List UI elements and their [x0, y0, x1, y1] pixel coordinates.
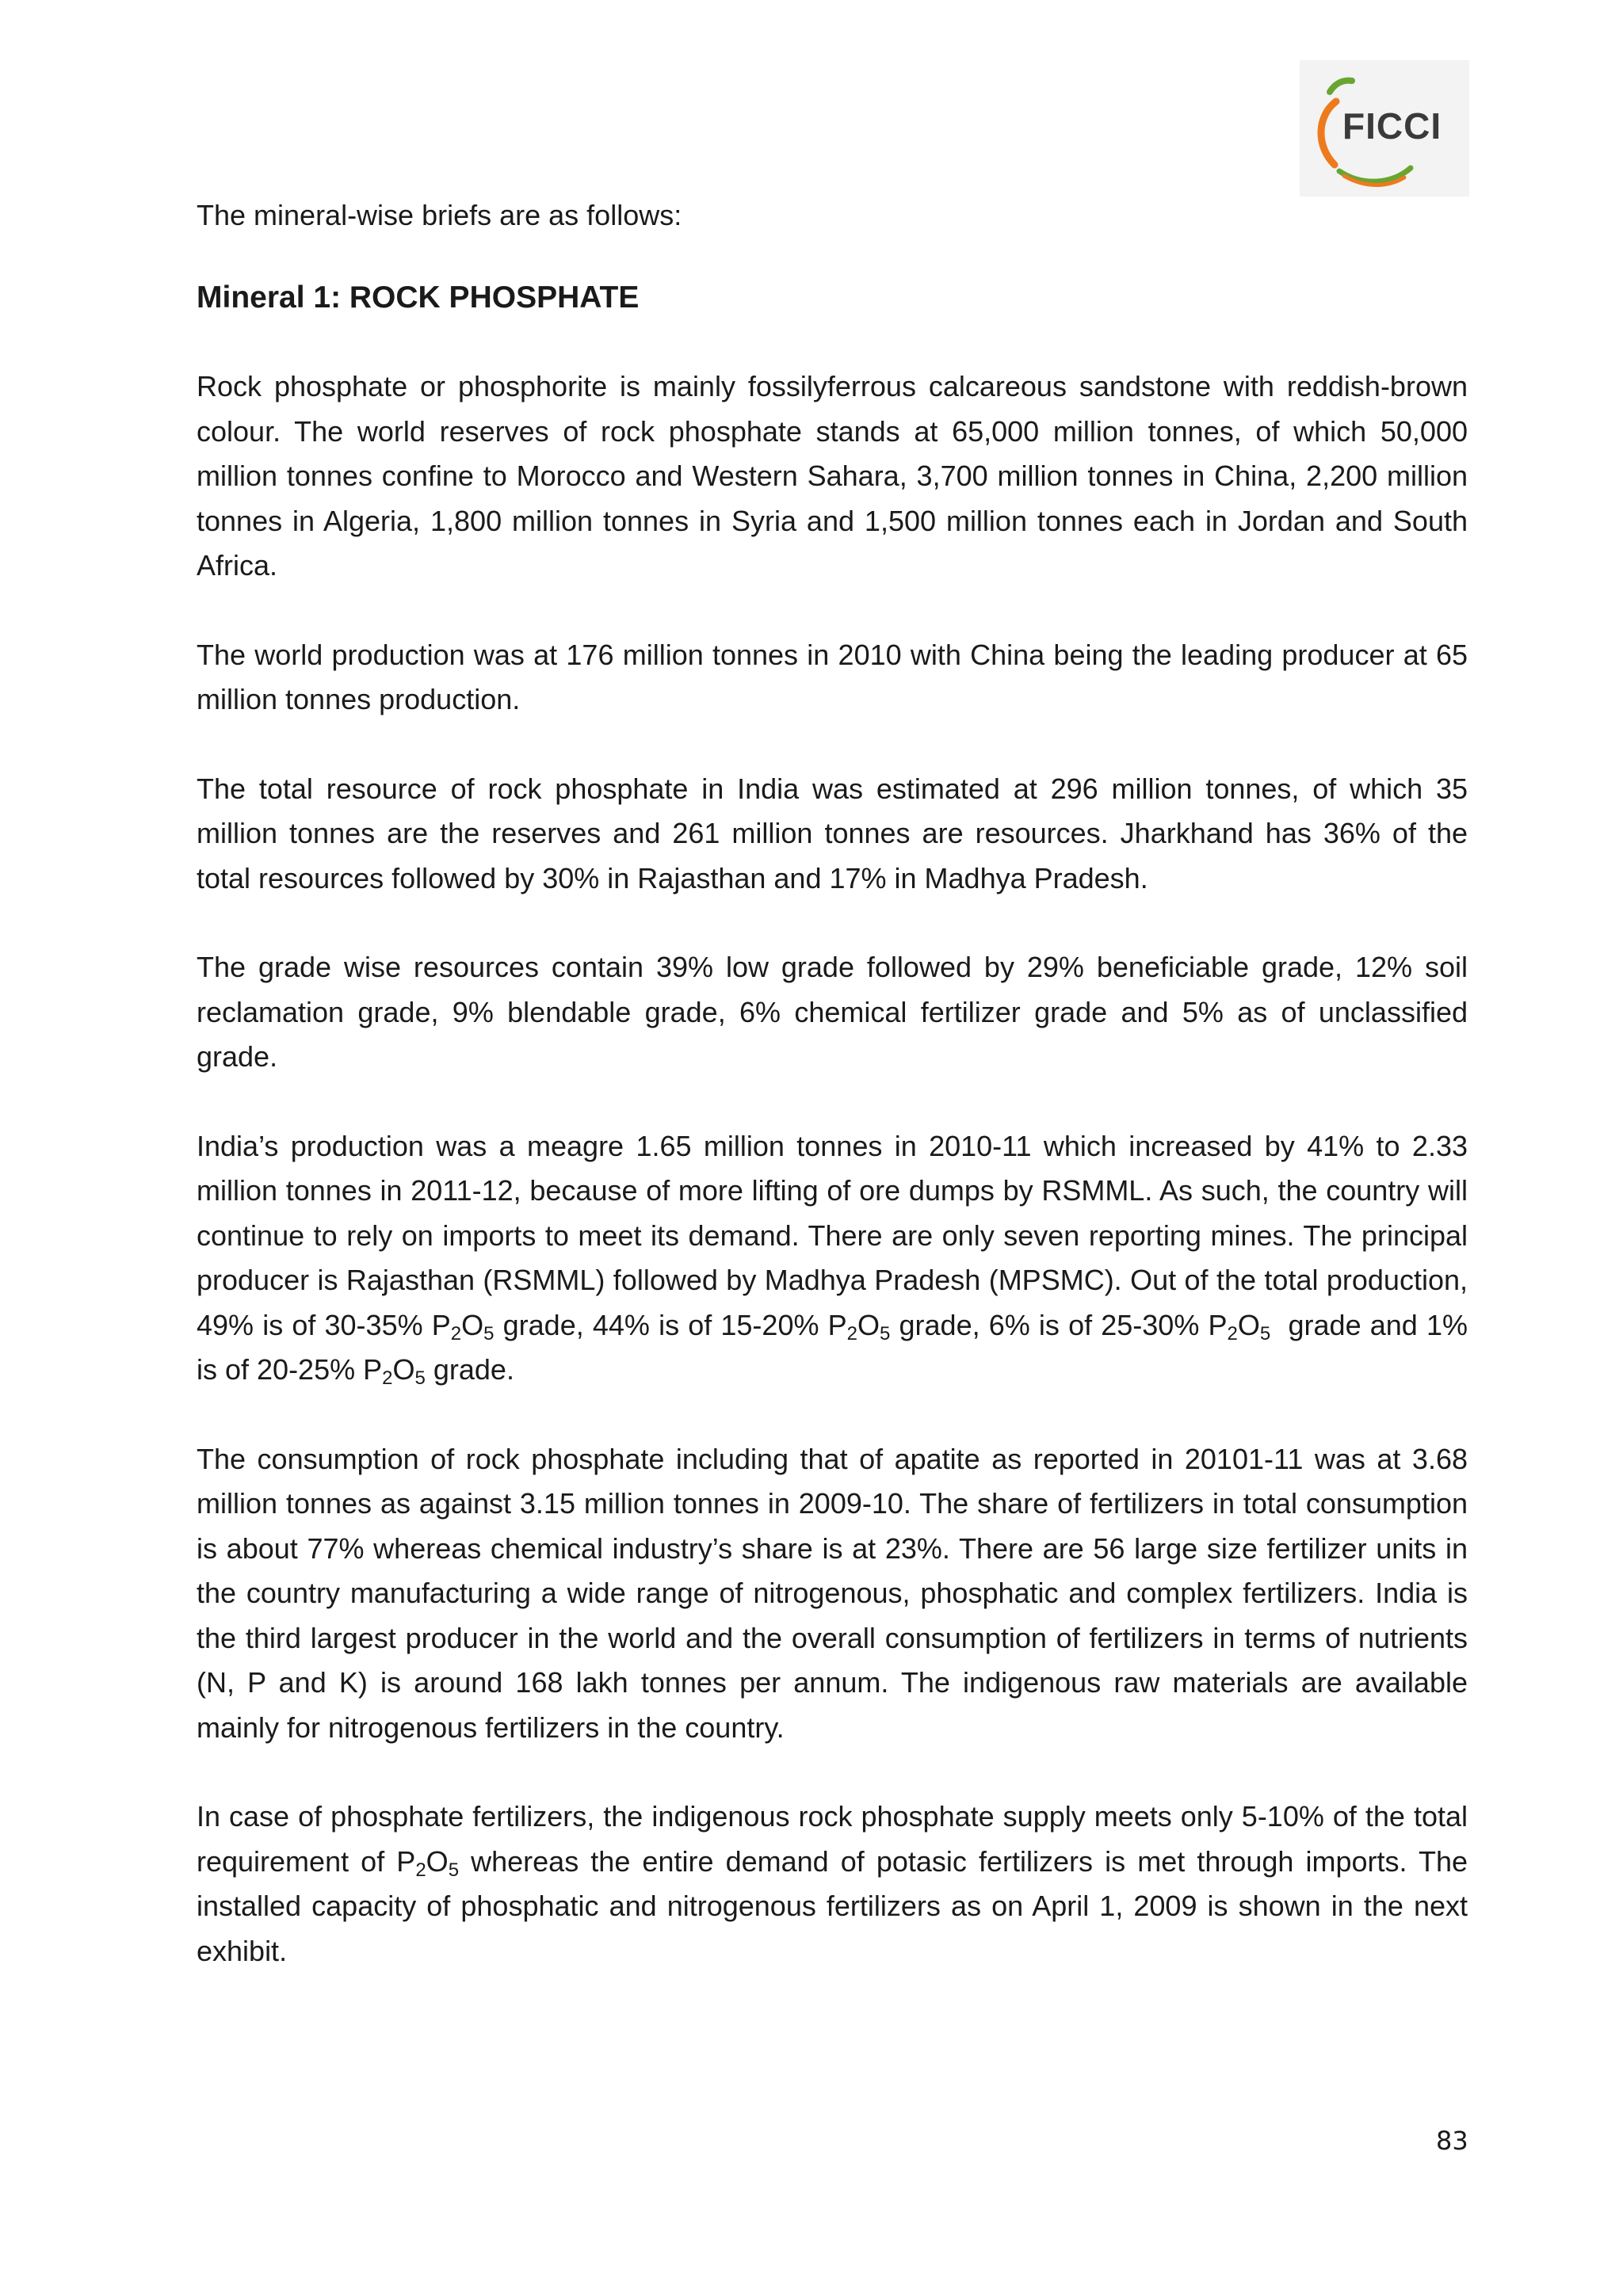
formula-p2o5: $P_2O_5$: [363, 1353, 426, 1389]
paragraph-india-production: [197, 1124, 1476, 1393]
section-heading: Mineral 1: ROCK PHOSPHATE: [197, 280, 640, 315]
formula-p2o5: $P_2O_5$: [431, 1308, 495, 1344]
formula-p2o5: $P_2O_5$: [1208, 1308, 1271, 1344]
production-text-4: grade and 1% is of 20-25%: [197, 1308, 1476, 1386]
production-text-2: grade, 44% is of 15-20%: [494, 1308, 828, 1341]
ficci-logo-text: FICCI: [1342, 105, 1442, 147]
ficci-logo: [1300, 60, 1469, 196]
page-number: 83: [1436, 2126, 1468, 2156]
fertilizer-text-2: whereas the entire demand of potasic fertilizers is met through imports. The installed capacity of phosphatic and nitrogenous fertilizers as on April 1, 2009 is shown in the next exhibit.: [197, 1844, 1468, 1967]
formula-p2o5: $P_2O_5$: [396, 1844, 460, 1881]
production-text-1: India’s production was a meagre 1.65 million tonnes in 2010-11 which increased by 41% to 2.33 million tonnes in 2011-12, because of more lifting of ore dumps by RSMML. As such, the country will continue to rely on imports to meet its demand. There are only seven reporting mines. The principal producer is Rajasthan (RSMML) followed by Madhya Pradesh (MPSMC). Out of the total production, 49% is of 30-35%: [197, 1129, 1468, 1341]
production-text-3: grade, 6% is of 25-30%: [890, 1308, 1209, 1341]
paragraph-grade-resources: The grade wise resources contain 39% low grade followed by 29% beneficiable grade, 12% soil reclamation grade, 9% blendable grade, 6% chemical fertilizer grade and 5% as of unclassified grade.: [197, 951, 1468, 1073]
fertilizer-text-1: In case of phosphate fertilizers, the indigenous rock phosphate supply meets only 5-10% of the total requirement of: [197, 1800, 1468, 1878]
paragraph-india-resources: The total resource of rock phosphate in India was estimated at 296 million tonnes, of which 35 million tonnes are the reserves and 261 million tonnes are resources. Jharkhand has 36% of the total resources followed by 30% in Rajasthan and 17% in Madhya Pradesh.: [197, 772, 1468, 894]
production-text-5: grade.: [425, 1353, 514, 1386]
page-content: [197, 193, 1476, 1974]
paragraph-world-production: The world production was at 176 million tonnes in 2010 with China being the leading producer at 65 million tonnes production.: [197, 638, 1468, 715]
paragraph-phosphate-fertilizers: [197, 1794, 1468, 1974]
formula-p2o5: $P_2O_5$: [827, 1308, 891, 1344]
paragraph-consumption: The consumption of rock phosphate including that of apatite as reported in 20101-11 was at 3.68 million tonnes as against 3.15 million tonnes in 2009-10. The share of fertilizers in total consumption is about 77% whereas chemical industry’s share is at 23%. There are 56 large size fertilizer units in the country manufacturing a wide range of nitrogenous, phosphatic and complex fertilizers. India is the third largest producer in the world and the overall consumption of fertilizers in terms of nutrients (N, P and K) is around 168 lakh tonnes per annum. The indigenous raw materials are available mainly for nitrogenous fertilizers in the country.: [197, 1442, 1468, 1744]
paragraph-reserves: Rock phosphate or phosphorite is mainly fossilyferrous calcareous sandstone with reddish-brown colour. The world reserves of rock phosphate stands at 65,000 million tonnes, of which 50,000 million tonnes confine to Morocco and Western Sahara, 3,700 million tonnes in China, 2,200 million tonnes in Algeria, 1,800 million tonnes in Syria and 1,500 million tonnes each in Jordan and South Africa.: [197, 370, 1468, 582]
intro-text: The mineral-wise briefs are as follows:: [197, 199, 682, 231]
